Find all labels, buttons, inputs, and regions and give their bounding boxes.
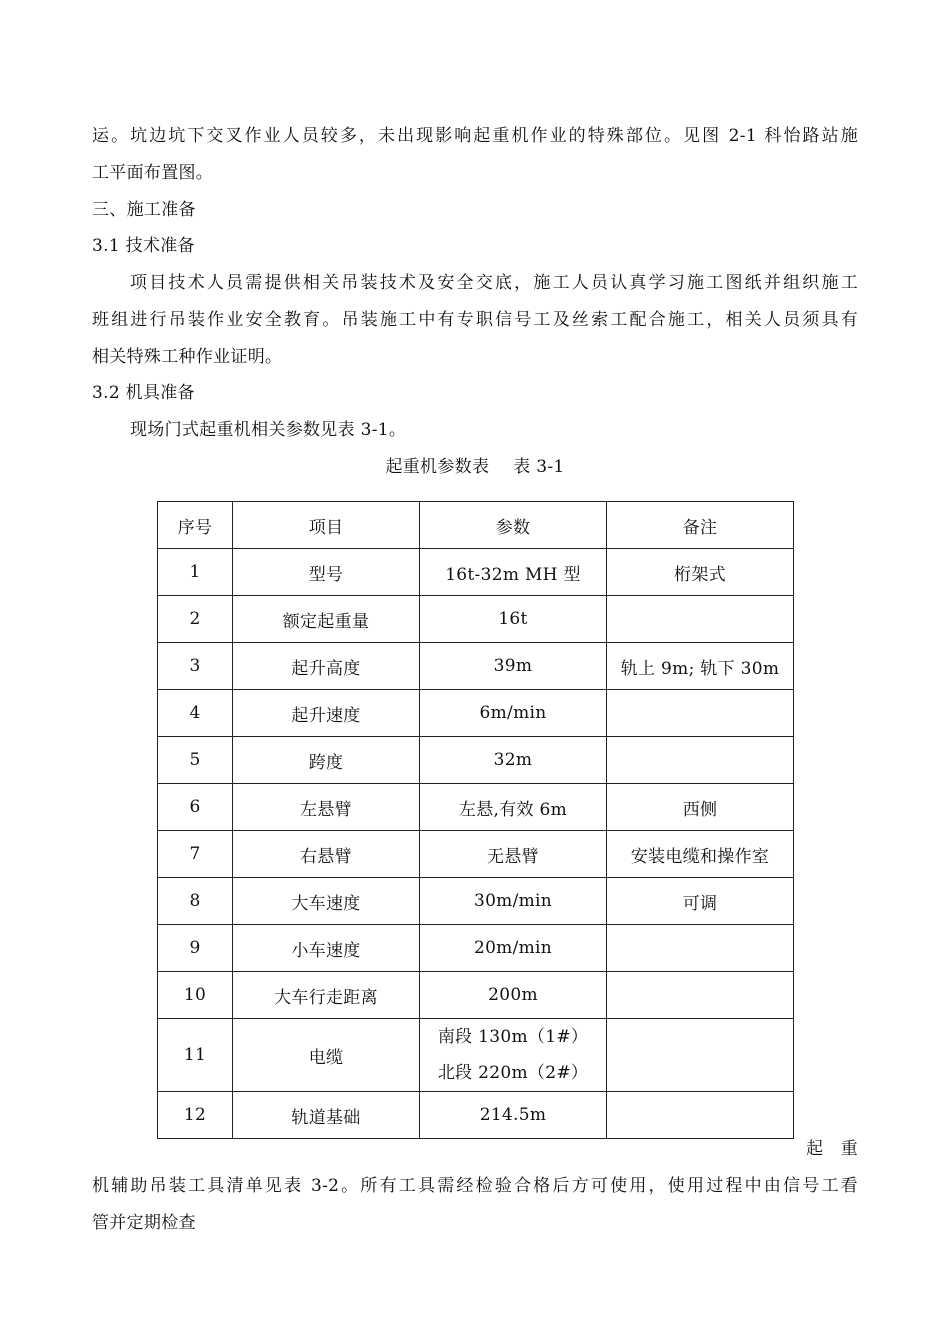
table-row [158, 549, 794, 596]
table-row [158, 690, 794, 737]
row-number-cell: 5 [158, 737, 233, 784]
param-cell: 32m [420, 737, 607, 784]
table-row [158, 925, 794, 972]
note-cell: 西侧 [607, 784, 794, 831]
item-cell: 跨度 [233, 737, 420, 784]
item-cell: 起升速度 [233, 690, 420, 737]
crane-parameter-table [157, 501, 794, 1139]
note-cell [607, 690, 794, 737]
table-row [158, 737, 794, 784]
item-cell: 右悬臂 [233, 831, 420, 878]
paragraph-line: 管并定期检查 [92, 1213, 196, 1233]
header-cell: 备注 [607, 502, 794, 549]
param-cell [420, 1019, 607, 1092]
subsection-heading: 3.2 机具准备 [92, 383, 195, 403]
table-row [158, 643, 794, 690]
note-cell: 轨上 9m; 轨下 30m [607, 643, 794, 690]
row-number-cell: 3 [158, 643, 233, 690]
table-row [158, 831, 794, 878]
item-cell: 电缆 [233, 1019, 420, 1092]
note-cell: 可调 [607, 878, 794, 925]
section-heading: 三、施工准备 [92, 200, 196, 220]
item-cell: 额定起重量 [233, 596, 420, 643]
table-caption-number: 表 3-1 [513, 457, 565, 477]
row-number-cell: 9 [158, 925, 233, 972]
table-row [158, 972, 794, 1019]
param-cell: 左悬,有效 6m [420, 784, 607, 831]
param-cell: 无悬臂 [420, 831, 607, 878]
table-caption-title: 起重机参数表 [385, 457, 490, 477]
item-cell: 大车速度 [233, 878, 420, 925]
paragraph-line: 项目技术人员需提供相关吊装技术及安全交底，施工人员认真学习施工图纸并组织施工 [130, 273, 858, 293]
row-number-cell: 12 [158, 1092, 233, 1139]
paragraph-line: 班组进行吊装作业安全教育。吊装施工中有专职信号工及丝索工配合施工，相关人员须具有 [92, 310, 858, 330]
paragraph-line: 机辅助吊装工具清单见表 3-2。所有工具需经检验合格后方可使用，使用过程中由信号工看 [92, 1176, 858, 1196]
table-caption [92, 452, 858, 482]
note-cell [607, 972, 794, 1019]
row-number-cell: 1 [158, 549, 233, 596]
header-cell: 序号 [158, 502, 233, 549]
param-cell: 16t [420, 596, 607, 643]
cable-south-value: 南段 130m（1#） [437, 1027, 589, 1047]
item-cell: 型号 [233, 549, 420, 596]
paragraph-fragment: 起 重 [806, 1139, 858, 1159]
row-number-cell: 8 [158, 878, 233, 925]
row-number-cell: 11 [158, 1019, 233, 1092]
paragraph-line: 运。坑边坑下交叉作业人员较多，未出现影响起重机作业的特殊部位。见图 2-1 科怡路站施 [92, 126, 858, 146]
row-number-cell: 4 [158, 690, 233, 737]
row-number-cell: 7 [158, 831, 233, 878]
param-cell: 200m [420, 972, 607, 1019]
note-cell [607, 925, 794, 972]
row-number-cell: 10 [158, 972, 233, 1019]
paragraph-line: 工平面布置图。 [92, 163, 214, 183]
param-cell: 16t-32m MH 型 [420, 549, 607, 596]
param-cell: 6m/min [420, 690, 607, 737]
table-row [158, 784, 794, 831]
item-cell: 小车速度 [233, 925, 420, 972]
item-cell: 轨道基础 [233, 1092, 420, 1139]
table-row [158, 1019, 794, 1092]
note-cell [607, 596, 794, 643]
table-row [158, 596, 794, 643]
note-cell [607, 1019, 794, 1092]
item-cell: 大车行走距离 [233, 972, 420, 1019]
cable-north-value: 北段 220m（2#） [437, 1063, 589, 1083]
param-cell: 39m [420, 643, 607, 690]
subsection-heading: 3.1 技术准备 [92, 236, 195, 256]
item-cell: 左悬臂 [233, 784, 420, 831]
item-cell: 起升高度 [233, 643, 420, 690]
param-cell: 20m/min [420, 925, 607, 972]
note-cell: 桁架式 [607, 549, 794, 596]
paragraph-line: 现场门式起重机相关参数见表 3-1。 [130, 420, 407, 440]
param-cell: 30m/min [420, 878, 607, 925]
param-cell: 214.5m [420, 1092, 607, 1139]
row-number-cell: 2 [158, 596, 233, 643]
note-cell [607, 737, 794, 784]
table-header-row [158, 502, 794, 549]
paragraph-line: 相关特殊工种作业证明。 [92, 347, 283, 367]
row-number-cell: 6 [158, 784, 233, 831]
header-cell: 项目 [233, 502, 420, 549]
note-cell: 安装电缆和操作室 [607, 831, 794, 878]
header-cell: 参数 [420, 502, 607, 549]
table-row [158, 878, 794, 925]
